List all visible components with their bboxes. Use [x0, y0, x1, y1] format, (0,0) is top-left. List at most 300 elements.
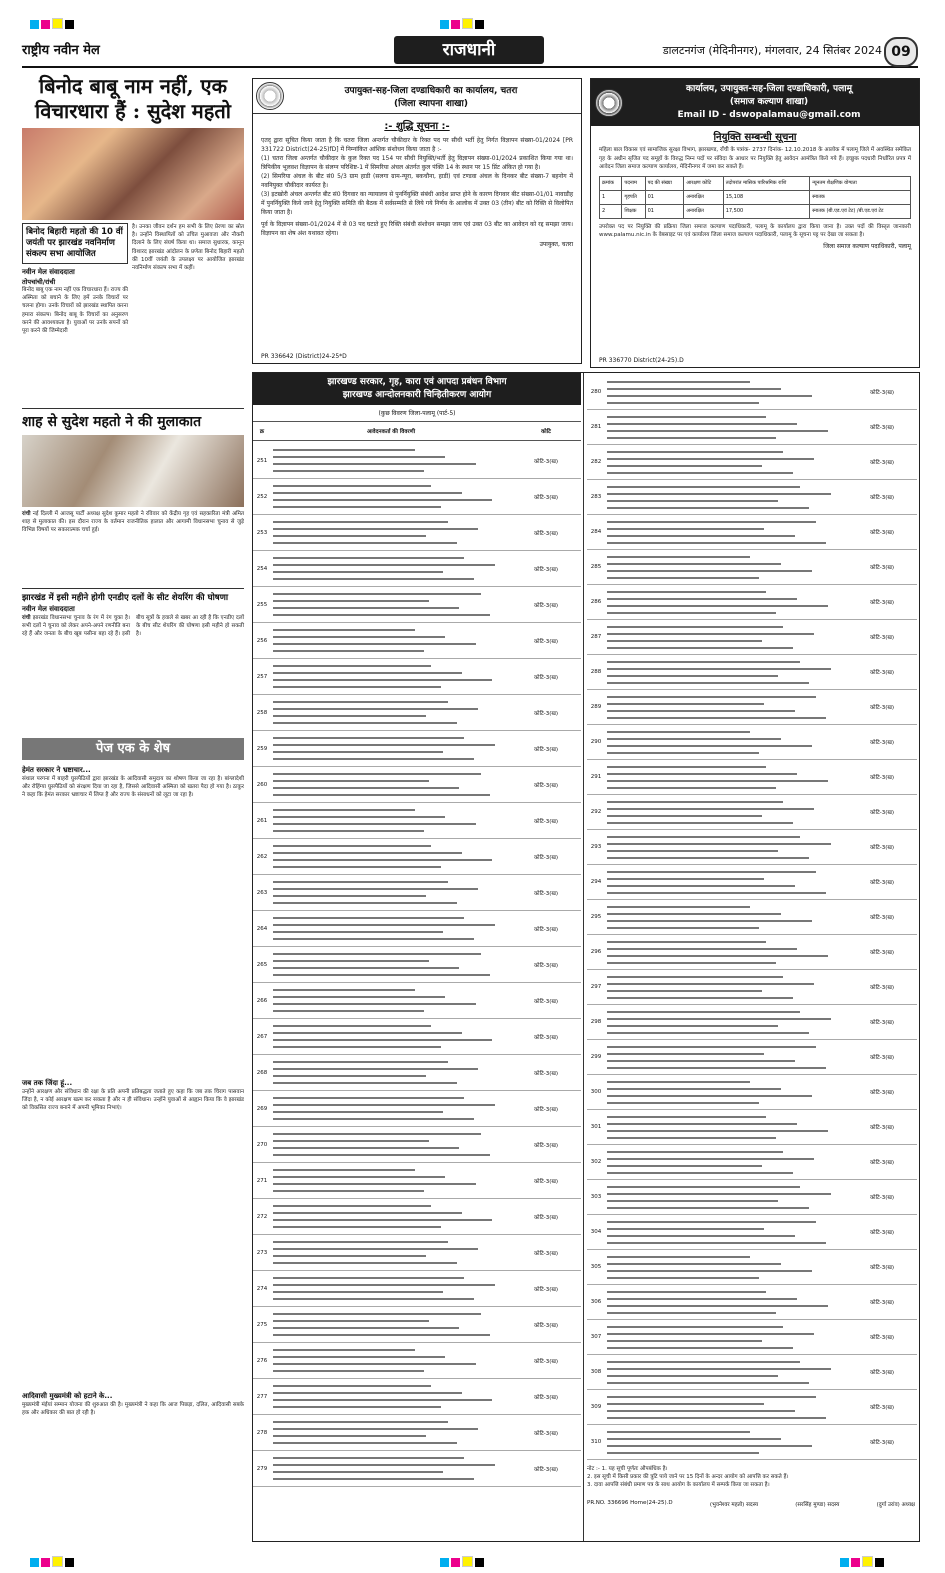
entry-serial: 288: [590, 669, 602, 675]
entry-serial: 289: [590, 704, 602, 710]
entry-serial: 310: [590, 1439, 602, 1445]
entry-serial: 256: [256, 637, 268, 644]
entry-details: [605, 585, 847, 619]
lead-body-right: है। उनका जीवन दर्शन हम सभी के लिए प्रेरणा का स्रोत है। उन्होंने विस्थापितों को उचित मुआवजा और नौकरी दिलाने के लिए संघर्ष किया था। समाज सुधारक, कानून विशारद झारखंड आंदोलन के प्रणेता बिनोद बिहारी महतो की 10वीं जयंती के उपलक्ष्य पर आयोजित झारखंड नवनिर्माण संकल्प सभा में कहीं।: [132, 224, 244, 272]
list-item: [587, 655, 917, 690]
entry-serial: 273: [256, 1249, 268, 1256]
entry-category: कोटि-3(ख): [533, 1286, 559, 1293]
palamu-email: Email ID - dswopalamau@gmail.com: [677, 110, 861, 120]
list-item: [253, 839, 581, 875]
entry-category: कोटि-3(ख): [869, 775, 895, 781]
entry-category: कोटि-3(ख): [533, 782, 559, 789]
entry-serial: 305: [590, 1264, 602, 1270]
list-item: [587, 1320, 917, 1355]
lead-headline: बिनोद बाबू नाम नहीं, एक विचारधारा हैं : सुदेश महतो: [35, 74, 231, 123]
commission-pr: PR.NO. 336696 Home(24-25).D: [587, 1499, 673, 1506]
entry-serial: 292: [590, 809, 602, 815]
th-salary: तदोपरांत मासिक पारिश्रमिक राशि: [723, 176, 810, 190]
entry-serial: 303: [590, 1194, 602, 1200]
entry-details: [605, 1425, 847, 1459]
rest-item3-body: मुख्यमंत्री मंईयां सम्मान योजना की शुरुआत की है। मुख्यमंत्री ने कहा कि आज पिछड़ा, दलित, आदिवासी सबके हक और अधिकार की बात हो रही है।: [22, 1402, 244, 1417]
entry-details: [605, 1215, 847, 1249]
entry-category: कोटि-3(ख): [533, 1358, 559, 1365]
entry-details: [605, 935, 847, 969]
entry-category: कोटि-3(ख): [533, 1250, 559, 1257]
entry-category: कोटि-3(ख): [869, 565, 895, 571]
list-item: [587, 1355, 917, 1390]
entry-details: [271, 551, 511, 586]
page-one-rest: [22, 738, 244, 1417]
entry-serial: 298: [590, 1019, 602, 1025]
entry-details: [271, 1343, 511, 1378]
entry-serial: 280: [590, 389, 602, 395]
entry-category: कोटि-3(ख): [869, 1370, 895, 1376]
entry-category: कोटि-3(ख): [533, 998, 559, 1005]
entry-serial: 272: [256, 1213, 268, 1220]
entry-details: [271, 839, 511, 874]
entry-category: कोटि-3(ख): [869, 1405, 895, 1411]
cell: गृहपति: [622, 190, 645, 204]
list-item: [587, 725, 917, 760]
list-item: [587, 1005, 917, 1040]
palamu-branch: (समाज कल्याण शाखा): [729, 97, 809, 107]
entry-category: कोटि-3(ख): [533, 1142, 559, 1149]
page-number: 09: [884, 37, 918, 67]
entry-category: कोटि-3(ख): [869, 1160, 895, 1166]
list-item: [253, 1235, 581, 1271]
entry-details: [271, 1091, 511, 1126]
entry-serial: 277: [256, 1393, 268, 1400]
palamu-notice: [590, 78, 920, 368]
list-item: [253, 659, 581, 695]
th-serial: क्रमांक: [600, 176, 622, 190]
entry-serial: 300: [590, 1089, 602, 1095]
list-item: [253, 1055, 581, 1091]
entry-category: कोटि-3(ख): [533, 1106, 559, 1113]
list-item: [253, 911, 581, 947]
table-row: [600, 190, 911, 204]
lead-story: [22, 74, 244, 335]
second-dateline: रांची: [22, 511, 31, 517]
entry-serial: 299: [590, 1054, 602, 1060]
list-item: [587, 1075, 917, 1110]
entry-details: [271, 803, 511, 838]
palamu-body: महिला बाल विकास एवं सामाजिक सुरक्षा विभाग, झारखण्ड, राँची के पत्रांक- 2737 दिनांक- 12.10.2018 के आलोक में पलामू जिले में अवस्थित समेकित गृह के अधीन सृजित पद समूहों के विरुद्ध निम्न पदों पर संविदा के आधार पर नियुक्ति हेतु आवेदन आमंत्रित किये गये हैं। इच्छुक पदधारी निर्धारित प्रपत्र में आवेदन जिला समाज कल्याण कार्यालय, मेदिनीनगर में जमा कर सकते हैं।: [599, 147, 911, 170]
list-item: [253, 1379, 581, 1415]
list-item: [253, 983, 581, 1019]
entry-serial: 263: [256, 889, 268, 896]
entry-details: [605, 690, 847, 724]
entry-serial: 265: [256, 961, 268, 968]
entry-details: [605, 760, 847, 794]
entry-details: [605, 1285, 847, 1319]
entry-serial: 302: [590, 1159, 602, 1165]
cell: अनारक्षित: [684, 190, 723, 204]
cell: 1: [600, 190, 622, 204]
list-item: [253, 947, 581, 983]
masthead: [22, 36, 918, 68]
entry-category: कोटि-3(ख): [869, 1265, 895, 1271]
list-item: [587, 1040, 917, 1075]
list-item: [587, 375, 917, 410]
list-item: [253, 1199, 581, 1235]
list-item: [253, 587, 581, 623]
entry-category: कोटि-3(ख): [533, 1394, 559, 1401]
entry-details: [605, 900, 847, 934]
entry-serial: 291: [590, 774, 602, 780]
registration-marks-bottom: [30, 1552, 76, 1560]
list-item: [253, 731, 581, 767]
entry-details: [605, 830, 847, 864]
th-post: पदनाम: [622, 176, 645, 190]
list-item: [587, 830, 917, 865]
section-title: राजधानी: [394, 36, 544, 64]
entry-details: [605, 480, 847, 514]
entry-serial: 306: [590, 1299, 602, 1305]
signatory-1: (भुवनेश्वर महतो) सदस्य: [709, 1501, 759, 1508]
entry-serial: 308: [590, 1369, 602, 1375]
lead-photo: [22, 128, 244, 220]
list-item: [587, 760, 917, 795]
lead-body-left: बिनोद बाबू एक नाम नहीं एक विचारधारा हैं। राज्य की अस्मिता को बचाने के लिए हमें उनके विचारों पर चलना होगा। उनके विचारों को झारखंड स्थापित करना हमारा संकल्प। बिनोद बाबू के विचारों का अनुसरण करने की आवश्यकता है। युवाओं पर उनके सपनों को पूरा करने की जिम्मेदारी: [22, 287, 128, 335]
commission-notice: [252, 372, 920, 1542]
entry-serial: 282: [590, 459, 602, 465]
chatra-seal-icon: [256, 82, 284, 110]
entry-category: कोटि-3(ख): [869, 1300, 895, 1306]
list-item: [587, 445, 917, 480]
commission-list-left: [253, 443, 581, 1503]
entry-category: कोटि-3(ख): [869, 1090, 895, 1096]
entry-details: [605, 1250, 847, 1284]
entry-details: [271, 1271, 511, 1306]
entry-serial: 269: [256, 1105, 268, 1112]
entry-details: [605, 1320, 847, 1354]
list-item: [587, 690, 917, 725]
entry-details: [271, 623, 511, 658]
second-body: नई दिल्ली में आजसू पार्टी अध्यक्ष सुदेश कुमार महतो ने रविवार को केंद्रीय गृह एवं सहकारिता मंत्री अमित शाह से मुलाकात की। इस दौरान राज्य के वर्तमान राजनीतिक हालात और आगामी विधानसभा चुनाव से जुड़े विभिन्न विषयों पर सकारात्मक चर्चा हुई।: [22, 511, 244, 534]
footnote-2: 2. इस सूची में किसी प्रकार की त्रुटि पाये जाने पर 15 दिनों के अन्दर आयोग को आपत्ति कर सकते हैं।: [587, 1474, 789, 1481]
palamu-seal-icon: [595, 89, 623, 117]
entry-serial: 266: [256, 997, 268, 1004]
palamu-footer: उपरोक्त पद पर नियुक्ति की प्रक्रिया जिला समाज कल्याण पदाधिकारी, पलामू के कार्यालय द्वारा किया जाना है। उक्त पदों की विस्तृत जानकारी www.palamu.nic.in के वेबसाइट पर एवं कार्यालय जिला समाज कल्याण पदाधिकारी, पलामू के सूचना पट्ट पर देखा जा सकता है।: [599, 223, 911, 238]
entry-details: [605, 1040, 847, 1074]
list-item: [587, 1250, 917, 1285]
lead-caption: बिनोद बिहारी महतो की 10 वीं जयंती पर झारखंड नवनिर्माण संकल्प सभा आयोजित: [22, 223, 128, 264]
entry-category: कोटि-3(ख): [533, 530, 559, 537]
entry-serial: 283: [590, 494, 602, 500]
entry-category: कोटि-3(ख): [533, 638, 559, 645]
entry-details: [605, 620, 847, 654]
entry-serial: 281: [590, 424, 602, 430]
entry-serial: 286: [590, 599, 602, 605]
entry-category: कोटि-3(ख): [869, 670, 895, 676]
entry-category: कोटि-3(ख): [869, 1125, 895, 1131]
entry-category: कोटि-3(ख): [533, 1430, 559, 1437]
list-item: [587, 1215, 917, 1250]
entry-category: कोटि-3(ख): [533, 566, 559, 573]
paper-name: राष्ट्रीय नवीन मेल: [22, 43, 100, 58]
list-item: [253, 479, 581, 515]
entry-serial: 258: [256, 709, 268, 716]
entry-details: [605, 795, 847, 829]
list-item: [253, 443, 581, 479]
list-item: [253, 1163, 581, 1199]
cell: 17,500: [723, 204, 810, 218]
entry-details: [271, 911, 511, 946]
list-item: [587, 900, 917, 935]
list-item: [587, 550, 917, 585]
entry-category: कोटि-3(ख): [869, 390, 895, 396]
entry-serial: 285: [590, 564, 602, 570]
entry-category: कोटि-3(ख): [869, 705, 895, 711]
list-item: [253, 623, 581, 659]
second-photo: [22, 435, 244, 507]
registration-marks-center: [440, 14, 486, 22]
entry-serial: 293: [590, 844, 602, 850]
entry-category: कोटि-3(ख): [869, 1335, 895, 1341]
entry-details: [271, 1307, 511, 1342]
chatra-branch: (जिला स्थापना शाखा): [394, 99, 468, 109]
entry-serial: 261: [256, 817, 268, 824]
palamu-signature: जिला समाज कल्याण पदाधिकारी, पलामू: [823, 242, 911, 250]
entry-category: कोटि-3(ख): [869, 460, 895, 466]
col-details-head: आवेदनकर्ता की विवरणी: [366, 429, 416, 435]
rest-item2-body: उन्होंने आरक्षण और संविधान की रक्षा के प्रति अपनी प्रतिबद्धता जताते हुए कहा कि जब तक चिराग पासवान जिंदा है, न कोई आरक्षण खत्म कर सकता है और न ही संविधान। उन्होंने युवाओं से आह्वान किया कि वे झारखंड को विकसित राज्य बनाने में अपनी भूमिका निभाएं।: [22, 1089, 244, 1112]
entry-category: कोटि-3(ख): [533, 1034, 559, 1041]
entry-serial: 257: [256, 673, 268, 680]
cell: 01: [645, 204, 684, 218]
commission-list-right: [587, 375, 917, 1461]
entry-serial: 251: [256, 457, 268, 464]
footnote-3: 3. दावा आपत्ति संबंधी प्रमाण पत्र के साथ आयोग के कार्यालय में सम्पर्क किया जा सकता है।: [587, 1482, 770, 1489]
cell: शिक्षक: [622, 204, 645, 218]
list-item: [253, 515, 581, 551]
entry-serial: 252: [256, 493, 268, 500]
list-item: [587, 515, 917, 550]
entry-serial: 296: [590, 949, 602, 955]
entry-serial: 276: [256, 1357, 268, 1364]
list-item: [253, 803, 581, 839]
list-item: [587, 1110, 917, 1145]
list-item: [253, 1307, 581, 1343]
dateline: डालटनगंज (मेदिनीनगर), मंगलवार, 24 सितंबर 2024: [662, 44, 882, 57]
entry-details: [605, 375, 847, 409]
chatra-closing: पूर्व के विज्ञापन संख्या-01/2024 में से 03 पद घटाते हुए रिक्ति संबंधी संशोधन समझा जाय एवं उक्त 03 बीट का आवेदन को रद्द समझा जाय। विज्ञापन का शेष अंश यथावत रहेगा।: [261, 221, 573, 237]
entry-details: [605, 515, 847, 549]
entry-category: कोटि-3(ख): [869, 985, 895, 991]
list-item: [253, 1343, 581, 1379]
list-item: [587, 1180, 917, 1215]
entry-serial: 307: [590, 1334, 602, 1340]
entry-details: [605, 1005, 847, 1039]
entry-serial: 253: [256, 529, 268, 536]
entry-details: [271, 875, 511, 910]
entry-serial: 270: [256, 1141, 268, 1148]
entry-serial: 271: [256, 1177, 268, 1184]
rest-item2-title: जब तक जिंदा हूं...: [22, 1079, 73, 1087]
list-item: [587, 1145, 917, 1180]
entry-details: [271, 587, 511, 622]
chatra-notice: [252, 78, 582, 364]
entry-category: कोटि-3(ख): [533, 458, 559, 465]
registration-marks-left: [30, 14, 76, 22]
cell: अनारक्षित: [684, 204, 723, 218]
entry-serial: 297: [590, 984, 602, 990]
list-item: [587, 795, 917, 830]
list-item: [587, 480, 917, 515]
registration-marks-bottom-right: [840, 1552, 886, 1560]
th-reservation: आरक्षण कोटि: [684, 176, 723, 190]
entry-serial: 301: [590, 1124, 602, 1130]
entry-details: [271, 1199, 511, 1234]
list-item: [587, 1425, 917, 1460]
chatra-office: उपायुक्त-सह-जिला दण्डाधिकारी का कार्यालय, चतरा: [344, 86, 518, 96]
chatra-signature: उपायुक्त, चतरा: [539, 241, 573, 248]
list-item: [253, 767, 581, 803]
list-item: [253, 1415, 581, 1451]
list-item: [253, 875, 581, 911]
second-story: [22, 408, 244, 535]
cell: स्नातक (बी.एड.एवं टेट) /बी.एड.एवं टेट: [810, 204, 911, 218]
list-item: [587, 410, 917, 445]
entry-details: [605, 1355, 847, 1389]
third-story: [22, 588, 244, 639]
entry-details: [605, 1145, 847, 1179]
entry-category: कोटि-3(ख): [869, 950, 895, 956]
entry-details: [605, 1180, 847, 1214]
entry-category: कोटि-3(ख): [869, 1230, 895, 1236]
entry-details: [605, 655, 847, 689]
list-item: [253, 1451, 581, 1487]
entry-details: [605, 1075, 847, 1109]
entry-serial: 304: [590, 1229, 602, 1235]
entry-details: [271, 1415, 511, 1450]
page-one-rest-title: पेज एक के शेष: [22, 738, 244, 760]
entry-details: [271, 731, 511, 766]
cell: स्नातक: [810, 190, 911, 204]
entry-category: कोटि-3(ख): [869, 1020, 895, 1026]
entry-category: कोटि-3(ख): [869, 495, 895, 501]
rest-item1-body: संथाल परगना में बाहरी घुसपैठियों द्वारा झारखंड के आदिवासी समुदाय का शोषण किया जा रहा है। बांग्लादेशी और रोहिंग्या घुसपैठियों को संरक्षण दिया जा रहा है, जिससे आदिवासी अस्मिता को खतरा पैदा हो गया है। ठाकुर ने कहा कि हेमंत सरकार भ्रष्टाचार में लिप्त है और राज्य के संसाधनों को लूटा जा रहा है।: [22, 776, 244, 799]
entry-serial: 284: [590, 529, 602, 535]
commission-dept: झारखण्ड सरकार, गृह, कारा एवं आपदा प्रबंधन विभाग: [327, 377, 507, 387]
lead-byline: नवीन मेल संवाददाता: [22, 268, 75, 276]
entry-category: कोटि-3(ख): [533, 1178, 559, 1185]
list-item: [253, 1271, 581, 1307]
list-item: [587, 1390, 917, 1425]
cell: 2: [600, 204, 622, 218]
entry-serial: 262: [256, 853, 268, 860]
lead-dateline: तोपचांची/रांची: [22, 278, 56, 286]
col-serial-head: क्र: [259, 429, 265, 435]
list-item: [253, 1127, 581, 1163]
list-item: [253, 1019, 581, 1055]
cell: 15,108: [723, 190, 810, 204]
third-headline: झारखंड में इसी महीने होगी एनडीए दलों के सीट शेयरिंग की घोषणा: [22, 593, 229, 603]
list-item: [587, 865, 917, 900]
entry-category: कोटि-3(ख): [533, 818, 559, 825]
entry-category: कोटि-3(ख): [533, 1322, 559, 1329]
rest-item3-title: आदिवासी मुख्यमंत्री को हटाने के...: [22, 1392, 113, 1400]
list-item: [587, 585, 917, 620]
entry-serial: 278: [256, 1429, 268, 1436]
entry-details: [271, 1127, 511, 1162]
entry-details: [605, 970, 847, 1004]
entry-serial: 294: [590, 879, 602, 885]
entry-details: [271, 695, 511, 730]
entry-details: [271, 1163, 511, 1198]
entry-details: [271, 1379, 511, 1414]
entry-category: कोटि-3(ख): [869, 600, 895, 606]
entry-details: [605, 1110, 847, 1144]
entry-details: [271, 983, 511, 1018]
entry-details: [605, 445, 847, 479]
entry-serial: 309: [590, 1404, 602, 1410]
entry-category: कोटि-3(ख): [869, 740, 895, 746]
entry-category: कोटि-3(ख): [533, 746, 559, 753]
entry-serial: 274: [256, 1285, 268, 1292]
entry-details: [271, 1235, 511, 1270]
signatory-2: (सरसिंह मुण्डा) सदस्य: [795, 1501, 840, 1508]
entry-category: कोटि-3(ख): [533, 890, 559, 897]
entry-category: कोटि-3(ख): [533, 674, 559, 681]
entry-details: [271, 443, 511, 478]
third-dateline: रांची: [22, 615, 31, 621]
chatra-body: एतद् द्वारा सूचित किया जाता है कि चतरा जिला अन्तर्गत चौकीदार के रिक्त पद पर सीधी भर्ती हेतु निर्गत विज्ञापन संख्या-01/2024 [PR 331722 District(24-25)fD] में निम्नांकित आंशिक संशोधन किया जाता है :-: [261, 137, 573, 153]
list-item: [253, 1091, 581, 1127]
list-item: [587, 620, 917, 655]
entry-category: कोटि-3(ख): [869, 810, 895, 816]
entry-category: कोटि-3(ख): [533, 494, 559, 501]
list-item: [587, 1285, 917, 1320]
chatra-title: :- शुद्धि सूचना :-: [384, 121, 450, 132]
list-item: [587, 970, 917, 1005]
entry-details: [605, 725, 847, 759]
entry-category: कोटि-3(ख): [533, 926, 559, 933]
entry-category: कोटि-3(ख): [533, 854, 559, 861]
entry-category: कोटि-3(ख): [869, 845, 895, 851]
entry-serial: 259: [256, 745, 268, 752]
chatra-point-2: (2) सिमरिया अंचल के बीट सं0 5/3 ग्राम हाडी (सलगा ग्राम-न्यूरा, बकचौना, हाडी) एवं टण्डवा अंचल के दिनकर बीट संख्या-7 बहनोग में नवनियुक्त चौकीदार कार्यरत है।: [261, 173, 573, 189]
entry-serial: 267: [256, 1033, 268, 1040]
entry-details: [271, 947, 511, 982]
entry-details: [271, 1055, 511, 1090]
list-item: [587, 935, 917, 970]
entry-category: कोटि-3(ख): [533, 1466, 559, 1473]
entry-serial: 290: [590, 739, 602, 745]
th-count: पद की संख्या: [645, 176, 684, 190]
entry-serial: 279: [256, 1465, 268, 1472]
chatra-pr: PR 336642 (District)24-25*D: [261, 353, 347, 360]
signatory-3: (दुर्गा उरांव) अध्यक्ष: [876, 1501, 915, 1508]
entry-details: [605, 410, 847, 444]
entry-serial: 275: [256, 1321, 268, 1328]
list-item: [253, 695, 581, 731]
second-headline: शाह से सुदेश महतो ने की मुलाकात: [22, 414, 202, 430]
entry-category: कोटि-3(ख): [533, 1214, 559, 1221]
chatra-point-1: (1) चतरा जिला अन्तर्गत चौकीदार के कुल रिक्त पद 154 पर सीधी नियुक्ति/भर्ती हेतु विज्ञापन संख्या-01/2024 प्रकाशित किया गया था। त्रिपिकीय भूलवश विज्ञापन के संलग्न परिशिष्ट-1 में सिमरिया अंचल अंतर्गत कुल पंक्ति 14 के स्थान पर 15 प्रिंट अंकित हो गया है।: [261, 155, 573, 171]
entry-category: कोटि-3(ख): [869, 635, 895, 641]
entry-details: [271, 767, 511, 802]
entry-details: [605, 865, 847, 899]
entry-category: कोटि-3(ख): [869, 880, 895, 886]
entry-details: [271, 659, 511, 694]
palamu-title: नियुक्ति सम्बन्धी सूचना: [713, 132, 797, 143]
entry-serial: 254: [256, 565, 268, 572]
entry-category: कोटि-3(ख): [869, 915, 895, 921]
entry-serial: 255: [256, 601, 268, 608]
entry-category: कोटि-3(ख): [869, 1055, 895, 1061]
